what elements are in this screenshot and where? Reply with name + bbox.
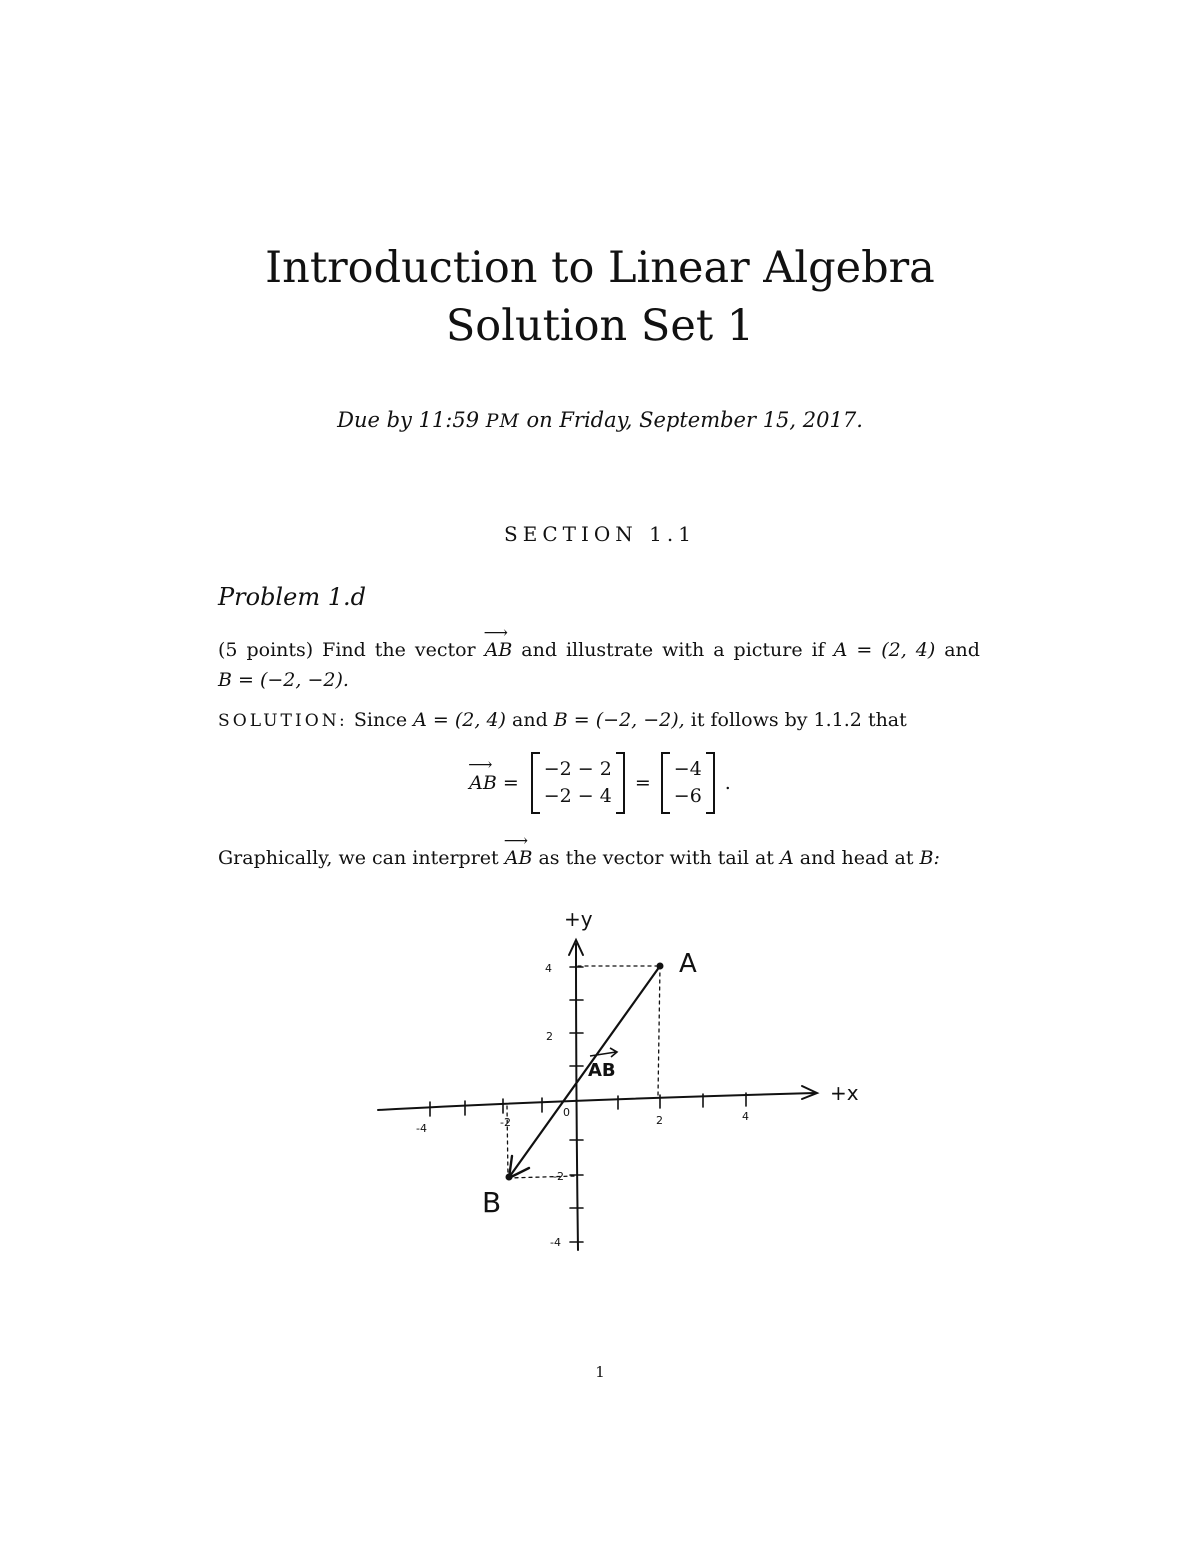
graphical-interpretation (218, 843, 980, 873)
due-prefix: Due by 11:59 (337, 408, 480, 432)
tick-label-x4: 4 (742, 1110, 749, 1123)
graph-text-a: Graphically, we can interpret (218, 847, 499, 869)
problem-statement-line1 (218, 635, 980, 665)
solution-text-a: Since (353, 709, 408, 731)
page-number: 1 (595, 1363, 605, 1381)
due-date (0, 408, 1200, 432)
tick-label-ym4: -4 (550, 1236, 561, 1249)
tick-label-y4: 4 (545, 962, 552, 975)
matrix-entry: −4 (673, 758, 702, 780)
head-point: B: (919, 847, 940, 869)
solution-label: SOLUTION: (218, 711, 348, 731)
matrix-entry: −2 − 4 (543, 785, 612, 807)
statement-text-b: and illustrate with a picture if (521, 639, 825, 661)
right-bracket (616, 752, 625, 814)
origin-label: 0 (563, 1106, 570, 1119)
solution-text-b: it follows by 1.1.2 that (690, 709, 907, 731)
solution-point-a: A = (2, 4) (413, 709, 506, 731)
tick-label-ym2: -2 (553, 1170, 564, 1183)
equals-sign: = (634, 772, 651, 794)
document-title-line2: Solution Set 1 (445, 301, 755, 351)
x-axis (378, 1093, 815, 1110)
graph-vector-ab: AB ⟶ (505, 843, 533, 873)
x-axis-label: +x (830, 1081, 859, 1105)
y-axis-label: +y (564, 907, 593, 931)
due-time-suffix: PM (485, 410, 520, 432)
tail-point: A (779, 847, 794, 869)
matrix-entry: −2 − 2 (543, 758, 612, 780)
equation-period: . (724, 772, 731, 794)
problem-title: Problem 1.d (218, 583, 366, 611)
tick-label-y2: 2 (546, 1030, 553, 1043)
tick-label-xm4: -4 (416, 1122, 427, 1135)
matrix-result (661, 752, 715, 814)
vector-label: AB (588, 1060, 616, 1081)
solution-and: and (512, 709, 548, 731)
statement-and: and (944, 639, 980, 661)
tick-label-x2: 2 (656, 1114, 663, 1127)
right-bracket (706, 752, 715, 814)
left-bracket (531, 752, 540, 814)
tick-label-xm2: -2 (500, 1116, 511, 1129)
vector-label-arrow-icon (590, 1048, 617, 1057)
vector-ab-line (510, 966, 660, 1176)
hand-drawn-vector-sketch (360, 900, 880, 1270)
point-a-dot (657, 963, 664, 970)
point-b-label: B (482, 1186, 502, 1219)
dashed-guide-b-horizontal (508, 1176, 576, 1178)
section-heading: SECTION 1.1 (504, 522, 696, 546)
left-bracket (661, 752, 670, 814)
vector-equation (0, 752, 1200, 814)
matrix-column (670, 756, 706, 810)
equation-vector-ab: AB ⟶ (469, 772, 497, 794)
due-rest: on Friday, September 15, 2017. (526, 408, 863, 432)
graph-text-c: and head at (799, 847, 914, 869)
equals-sign: = (502, 772, 519, 794)
point-a-label: A (679, 949, 697, 979)
problem-statement-line2 (218, 665, 980, 695)
y-axis (576, 944, 578, 1250)
matrix-column (540, 756, 616, 810)
graph-text-b: as the vector with tail at (538, 847, 774, 869)
point-b-dot (506, 1174, 513, 1181)
statement-text-a: (5 points) Find the vector (218, 639, 476, 661)
point-b-expression: B = (−2, −2). (218, 669, 349, 691)
matrix-difference (531, 752, 625, 814)
document-title-line1: Introduction to Linear Algebra (265, 243, 935, 293)
vector-ab-symbol: AB ⟶ (485, 635, 513, 665)
solution-intro (218, 705, 980, 736)
matrix-entry: −6 (673, 785, 702, 807)
dashed-guide-a-vertical (658, 966, 660, 1096)
solution-point-b: B = (−2, −2), (553, 709, 685, 731)
point-a-expression: A = (2, 4) (833, 639, 936, 661)
